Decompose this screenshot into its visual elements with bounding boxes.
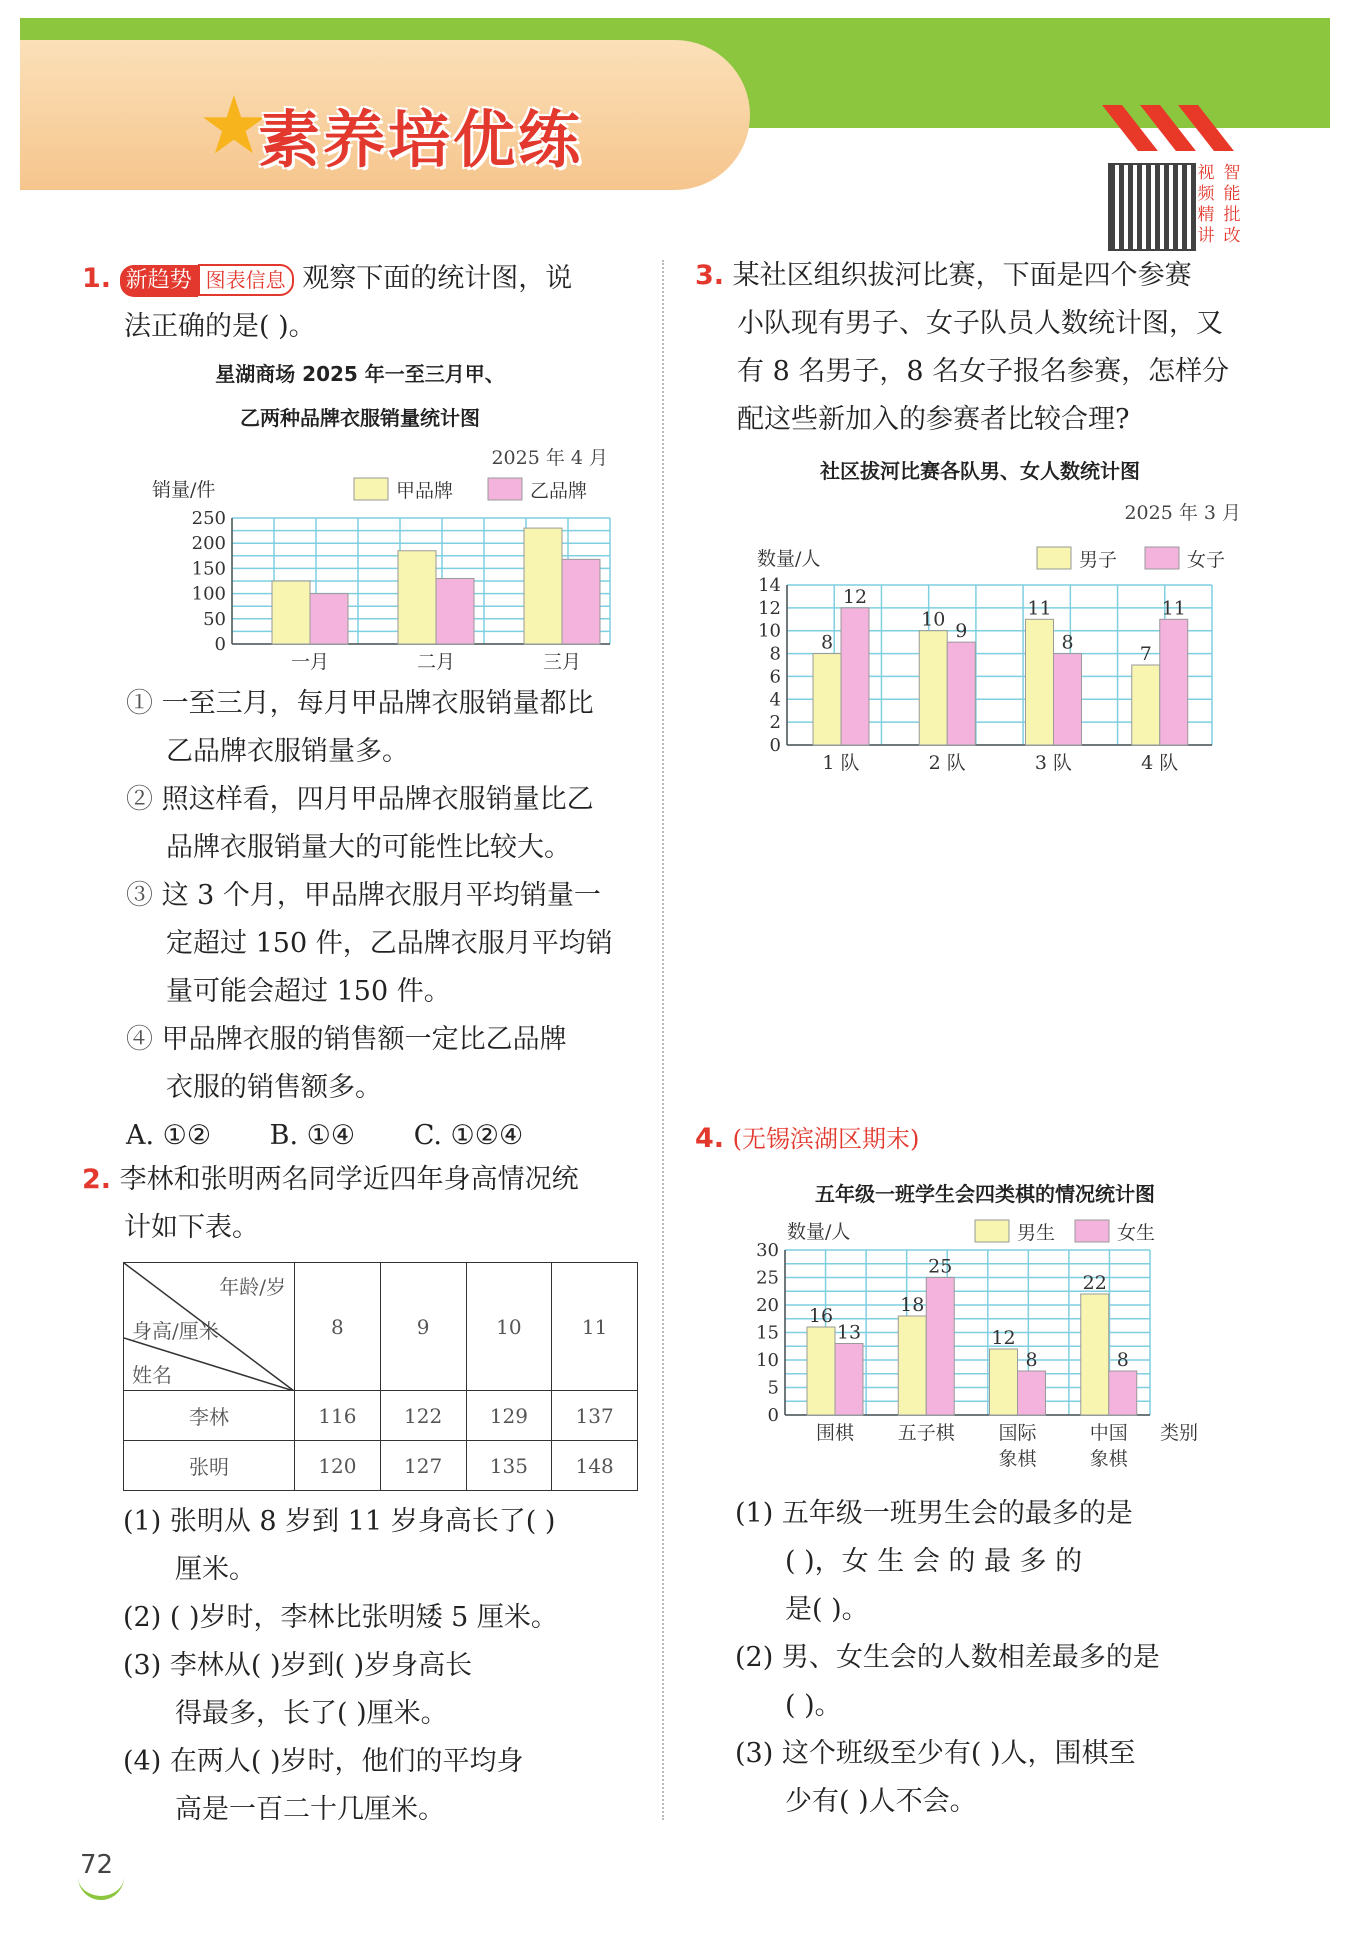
bar bbox=[1081, 1294, 1109, 1415]
legend-swatch bbox=[1037, 547, 1071, 569]
option-line: 量可能会超过 150 件。 bbox=[166, 976, 451, 1007]
sub-line: 少有( )人不会。 bbox=[785, 1786, 977, 1817]
y-tick-label: 250 bbox=[191, 508, 226, 529]
y-tick-label: 10 bbox=[758, 620, 781, 642]
x-tick-label: 国际 bbox=[998, 1422, 1037, 1444]
y-tick-label: 50 bbox=[203, 608, 226, 630]
data-label: 12 bbox=[842, 585, 868, 608]
y-tick-label: 10 bbox=[756, 1350, 779, 1371]
q1-option[interactable] bbox=[126, 1016, 646, 1112]
table-cell: 127 bbox=[380, 1441, 466, 1491]
legend-swatch bbox=[488, 478, 522, 500]
bar bbox=[1054, 654, 1082, 745]
age-header: 10 bbox=[466, 1263, 552, 1391]
q2-stem-line: 计如下表。 bbox=[124, 1212, 259, 1243]
sub-line: 男、女生会的人数相差最多的是 bbox=[781, 1642, 1160, 1673]
qr-label-char: 能 bbox=[1223, 184, 1241, 204]
data-label: 8 bbox=[1116, 1349, 1129, 1371]
q2-stem-line: 李林和张明两名同学近四年身高情况统 bbox=[119, 1164, 579, 1195]
sub-line: 得最多，长了( )厘米。 bbox=[175, 1698, 448, 1729]
x-axis-label: 类别 bbox=[1160, 1422, 1199, 1444]
sub-label: (3) bbox=[735, 1738, 774, 1769]
data-label: 22 bbox=[1082, 1272, 1107, 1294]
chart1-title-line2: 乙两种品牌衣服销量统计图 bbox=[240, 406, 480, 430]
x-tick-label: 4 队 bbox=[1141, 752, 1179, 774]
q4-sub[interactable] bbox=[735, 1730, 1255, 1826]
y-tick-label: 100 bbox=[191, 583, 226, 605]
table-cell: 122 bbox=[380, 1391, 466, 1441]
row-name: 李林 bbox=[124, 1391, 295, 1441]
data-label: 18 bbox=[900, 1294, 925, 1316]
y-tick-label: 14 bbox=[758, 575, 781, 596]
sub-label: (2) bbox=[123, 1602, 162, 1633]
bar bbox=[562, 559, 600, 644]
qr-label-char: 频 bbox=[1197, 184, 1215, 204]
height-table bbox=[123, 1262, 638, 1491]
x-tick-label: 中国 bbox=[1089, 1422, 1128, 1444]
x-tick-label: 围棋 bbox=[815, 1422, 855, 1444]
qr-label-char: 视 bbox=[1197, 163, 1215, 183]
y-tick-label: 30 bbox=[756, 1240, 779, 1261]
legend-swatch bbox=[1145, 547, 1179, 569]
q3-line: 小队现有男子、女子队员人数统计图，又 bbox=[737, 308, 1223, 339]
q1-stem-line: 法正确的是( )。 bbox=[124, 311, 316, 342]
x-tick-label: 三月 bbox=[542, 651, 582, 673]
bar bbox=[807, 1327, 835, 1415]
table-row bbox=[124, 1441, 638, 1491]
row-name: 张明 bbox=[124, 1441, 295, 1491]
sub-line: ( )。 bbox=[785, 1690, 842, 1721]
data-label: 8 bbox=[1025, 1349, 1038, 1371]
column-divider bbox=[662, 260, 664, 1820]
bar bbox=[1109, 1371, 1137, 1415]
data-label: 11 bbox=[1161, 597, 1186, 620]
q1-stem bbox=[82, 255, 642, 351]
q1-option[interactable] bbox=[126, 872, 646, 1016]
sub-label: (1) bbox=[735, 1498, 774, 1529]
q1-option[interactable] bbox=[126, 776, 646, 872]
q2-subquestions bbox=[123, 1498, 653, 1834]
chart2-svg bbox=[745, 495, 1245, 785]
chart1-title: 星湖商场 2025 年一至三月甲、 bbox=[215, 362, 505, 386]
sub-label: (4) bbox=[123, 1746, 162, 1777]
q3-line: 配这些新加入的参赛者比较合理? bbox=[737, 404, 1130, 435]
x-tick-label: 二月 bbox=[416, 651, 456, 673]
qr-label-char: 改 bbox=[1223, 226, 1241, 246]
option-mark: ② bbox=[126, 784, 153, 815]
option-line: 照这样看，四月甲品牌衣服销量比乙 bbox=[161, 784, 594, 815]
qr-label-char: 批 bbox=[1223, 205, 1241, 225]
y-tick-label: 20 bbox=[756, 1295, 779, 1316]
qr-label-char: 精 bbox=[1197, 205, 1215, 225]
bar bbox=[272, 581, 310, 644]
tag-chart-info: 图表信息 bbox=[198, 264, 294, 296]
bar bbox=[1018, 1371, 1046, 1415]
bar bbox=[898, 1316, 926, 1415]
bar bbox=[841, 608, 869, 745]
data-label: 8 bbox=[1061, 631, 1074, 654]
chart3-title: 五年级一班学生会四类棋的情况统计图 bbox=[815, 1182, 1155, 1206]
bar bbox=[436, 578, 474, 644]
x-tick-label: 象棋 bbox=[1089, 1448, 1128, 1470]
sub-line: 是( )。 bbox=[785, 1594, 869, 1625]
age-header: 8 bbox=[295, 1263, 381, 1391]
q4-number: 4. bbox=[695, 1123, 725, 1154]
table-cell: 137 bbox=[552, 1391, 638, 1441]
option-line: 乙品牌衣服销量多。 bbox=[166, 736, 409, 767]
bar bbox=[990, 1349, 1018, 1415]
y-tick-label: 12 bbox=[758, 597, 781, 619]
legend-label: 乙品牌 bbox=[530, 480, 588, 502]
sub-label: (3) bbox=[123, 1650, 162, 1681]
y-axis-label: 数量/人 bbox=[757, 548, 821, 570]
data-label: 10 bbox=[921, 608, 946, 631]
q2-stem bbox=[82, 1156, 642, 1252]
table-cell: 148 bbox=[552, 1441, 638, 1491]
option-mark: ④ bbox=[126, 1024, 153, 1055]
page-title: 素养培优练 bbox=[258, 103, 584, 176]
q2-sub[interactable] bbox=[123, 1642, 653, 1738]
y-tick-label: 15 bbox=[756, 1322, 779, 1344]
bar bbox=[919, 631, 947, 745]
legend-swatch bbox=[975, 1220, 1009, 1242]
qr-label-char: 智 bbox=[1223, 163, 1241, 183]
y-tick-label: 4 bbox=[769, 689, 781, 711]
sub-label: (1) bbox=[123, 1506, 162, 1537]
q1-option[interactable] bbox=[126, 680, 646, 776]
data-label: 11 bbox=[1027, 597, 1052, 620]
choice-a[interactable]: A. ①② bbox=[126, 1120, 212, 1151]
choice-c[interactable]: C. ①②④ bbox=[413, 1120, 524, 1151]
legend-swatch bbox=[354, 478, 388, 500]
qr-code-icon[interactable] bbox=[1108, 163, 1196, 251]
q2-number: 2. bbox=[82, 1164, 112, 1195]
y-axis-label: 销量/件 bbox=[152, 479, 216, 501]
bar bbox=[1160, 619, 1188, 745]
data-label: 25 bbox=[928, 1255, 953, 1278]
corner-name-label: 姓名 bbox=[132, 1363, 172, 1387]
q3-number: 3. bbox=[695, 260, 725, 291]
data-label: 7 bbox=[1139, 643, 1152, 665]
y-tick-label: 150 bbox=[191, 558, 226, 580]
tag-trend: 新趋势 bbox=[120, 265, 198, 297]
x-tick-label: 1 队 bbox=[822, 752, 860, 774]
sub-line: ( )岁时，李林比张明矮 5 厘米。 bbox=[169, 1602, 558, 1633]
sub-line: ( )，女 生 会 的 最 多 的 bbox=[785, 1546, 1083, 1577]
sub-line: 李林从( )岁到( )岁身高长 bbox=[169, 1650, 473, 1681]
data-label: 16 bbox=[808, 1305, 834, 1327]
age-header: 9 bbox=[380, 1263, 466, 1391]
legend-label: 甲品牌 bbox=[396, 480, 454, 502]
choice-b[interactable]: B. ①④ bbox=[269, 1120, 356, 1151]
chart-date: 2025 年 4 月 bbox=[491, 447, 608, 469]
q3-line: 某社区组织拔河比赛，下面是四个参赛 bbox=[732, 260, 1192, 291]
legend-label: 男子 bbox=[1079, 549, 1118, 571]
x-tick-label: 五子棋 bbox=[897, 1422, 955, 1444]
q4-sub[interactable] bbox=[735, 1490, 1255, 1634]
y-tick-label: 0 bbox=[214, 634, 226, 655]
sub-line: 张明从 8 岁到 11 岁身高长了( ) bbox=[169, 1506, 556, 1537]
q2-sub[interactable] bbox=[123, 1498, 653, 1594]
table-cell: 120 bbox=[295, 1441, 381, 1491]
bar bbox=[1026, 619, 1054, 745]
bar bbox=[947, 642, 975, 745]
table-cell: 129 bbox=[466, 1391, 552, 1441]
page-number: 72 bbox=[80, 1850, 114, 1880]
data-label: 9 bbox=[955, 620, 968, 643]
data-label: 8 bbox=[820, 631, 834, 654]
table-corner-cell bbox=[124, 1263, 295, 1391]
x-tick-label: 3 队 bbox=[1034, 752, 1073, 774]
option-line: 一至三月，每月甲品牌衣服销量都比 bbox=[161, 688, 594, 719]
sub-line: 五年级一班男生会的最多的是 bbox=[781, 1498, 1133, 1529]
y-tick-label: 5 bbox=[767, 1377, 779, 1399]
q3-stem bbox=[695, 252, 1255, 444]
x-tick-label: 象棋 bbox=[998, 1448, 1037, 1470]
option-line: 品牌衣服销量大的可能性比较大。 bbox=[166, 832, 571, 863]
data-label: 13 bbox=[836, 1321, 862, 1344]
y-axis-label: 数量/人 bbox=[787, 1221, 851, 1243]
bar bbox=[1132, 665, 1160, 745]
q2-sub[interactable] bbox=[123, 1594, 653, 1642]
y-tick-label: 25 bbox=[756, 1267, 779, 1289]
legend-label: 女子 bbox=[1187, 549, 1226, 571]
q4-stem bbox=[695, 1115, 1255, 1163]
y-tick-label: 0 bbox=[769, 735, 781, 756]
bar bbox=[524, 528, 562, 644]
data-label: 12 bbox=[991, 1327, 1016, 1349]
legend-label: 女生 bbox=[1117, 1222, 1156, 1244]
option-mark: ① bbox=[126, 688, 153, 719]
sub-line: 这个班级至少有( )人，围棋至 bbox=[781, 1738, 1136, 1769]
chart-date: 2025 年 3 月 bbox=[1124, 502, 1241, 524]
table-cell: 116 bbox=[295, 1391, 381, 1441]
q3-line: 有 8 名男子，8 名女子报名参赛，怎样分 bbox=[737, 356, 1230, 387]
q4-source: (无锡滨湖区期末) bbox=[732, 1125, 920, 1153]
bar bbox=[835, 1344, 863, 1416]
x-tick-label: 2 队 bbox=[928, 752, 966, 774]
y-tick-label: 200 bbox=[191, 533, 226, 555]
q4-subquestions bbox=[735, 1490, 1255, 1826]
y-tick-label: 8 bbox=[769, 643, 781, 665]
legend-swatch bbox=[1075, 1220, 1109, 1242]
x-tick-label: 一月 bbox=[290, 651, 330, 673]
qr-label bbox=[1193, 163, 1245, 247]
bar bbox=[310, 594, 348, 644]
qr-label-char: 讲 bbox=[1197, 226, 1215, 246]
option-line: 衣服的销售额多。 bbox=[166, 1072, 382, 1103]
option-line: 定超过 150 件，乙品牌衣服月平均销 bbox=[166, 928, 613, 959]
option-line: 这 3 个月，甲品牌衣服月平均销量一 bbox=[161, 880, 601, 911]
q2-sub[interactable] bbox=[123, 1738, 653, 1834]
bar bbox=[813, 654, 841, 745]
q4-sub[interactable] bbox=[735, 1634, 1255, 1730]
star-icon: ★ bbox=[198, 79, 270, 172]
table-cell: 135 bbox=[466, 1441, 552, 1491]
y-tick-label: 2 bbox=[769, 712, 781, 734]
q1-number: 1. bbox=[82, 263, 112, 294]
sub-label: (2) bbox=[735, 1642, 774, 1673]
legend-label: 男生 bbox=[1017, 1222, 1056, 1244]
q1-options bbox=[126, 680, 646, 1160]
leaf-icon bbox=[78, 1862, 124, 1900]
y-tick-label: 6 bbox=[769, 666, 781, 688]
y-tick-label: 0 bbox=[767, 1405, 779, 1426]
option-mark: ③ bbox=[126, 880, 153, 911]
table-row bbox=[124, 1391, 638, 1441]
chart3-svg bbox=[745, 1210, 1225, 1480]
sub-line: 高是一百二十几厘米。 bbox=[175, 1794, 445, 1825]
bar bbox=[398, 551, 436, 644]
q1-stem-line: 观察下面的统计图，说 bbox=[302, 263, 573, 294]
chart2-title: 社区拔河比赛各队男、女人数统计图 bbox=[820, 459, 1140, 483]
sub-line: 在两人( )岁时，他们的平均身 bbox=[169, 1746, 524, 1777]
corner-age-label: 年龄/岁 bbox=[219, 1275, 286, 1299]
chart1-svg bbox=[130, 438, 630, 678]
q1-choices bbox=[126, 1112, 646, 1160]
sub-line: 厘米。 bbox=[175, 1554, 256, 1585]
bar bbox=[926, 1278, 954, 1416]
age-header: 11 bbox=[552, 1263, 638, 1391]
option-line: 甲品牌衣服的销售额一定比乙品牌 bbox=[161, 1024, 567, 1055]
corner-height-label: 身高/厘米 bbox=[132, 1319, 219, 1343]
